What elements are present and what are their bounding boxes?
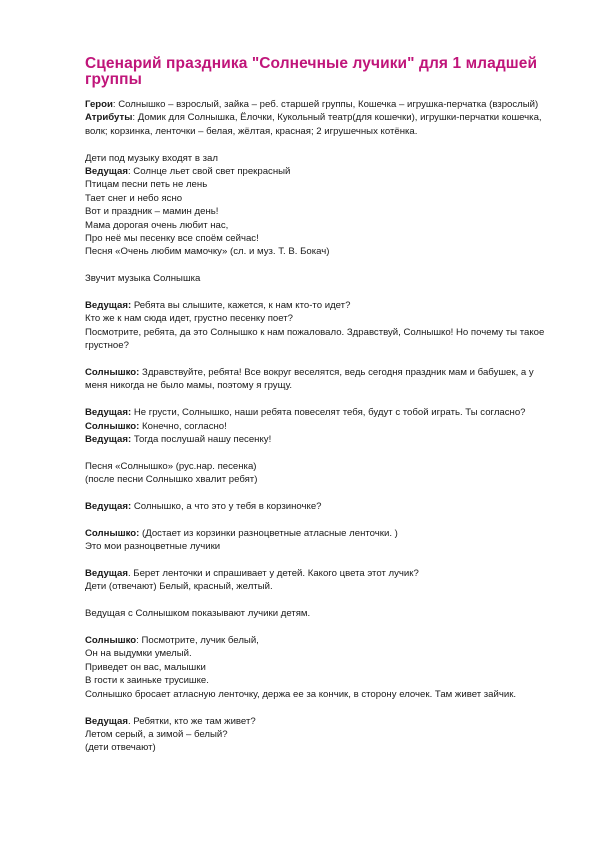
text-line	[85, 272, 555, 285]
blank-line	[85, 138, 555, 151]
line-text: Вот и праздник – мамин день!	[85, 206, 219, 218]
speaker-line	[85, 420, 555, 433]
line-text: Солнышко, а что это у тебя в корзиночке?	[133, 501, 322, 513]
speaker-name: Ведущая	[85, 715, 128, 727]
line-text: Тает снег и небо ясно	[85, 192, 183, 204]
line-text: Звучит музыка Солнышка	[85, 273, 201, 285]
speaker-separator: .	[127, 568, 134, 580]
speaker-line	[85, 299, 555, 312]
speaker-name: Ведущая:	[85, 434, 132, 446]
speaker-line	[85, 527, 555, 540]
speaker-name: Ведущая	[85, 568, 128, 580]
line-text: В гости к заиньке трусишке.	[85, 675, 209, 687]
speaker-separator: .	[127, 715, 134, 727]
line-text: Солнышко бросает атласную ленточку, держа ее за кончик, в сторону елочек. Там живет зайчик.	[85, 688, 517, 700]
blank-line	[85, 554, 555, 567]
blank-line	[85, 286, 555, 299]
speaker-line	[85, 567, 555, 580]
text-line	[85, 674, 555, 687]
text-line	[85, 219, 555, 232]
text-line	[85, 688, 555, 701]
speaker-separator: :	[112, 99, 119, 110]
line-text: (Достает из корзинки разноцветные атласные ленточки. )	[142, 527, 398, 539]
blank-line	[85, 393, 555, 406]
speaker-name: Ведущая:	[85, 501, 132, 513]
speaker-line	[85, 366, 555, 393]
speaker-name: Солнышко:	[85, 367, 140, 379]
text-line	[85, 647, 555, 660]
speaker-name: Солнышко:	[85, 420, 140, 432]
speaker-line	[85, 500, 555, 513]
speaker-line	[85, 634, 555, 647]
line-text: Птицам песни петь не лень	[85, 179, 208, 191]
text-line	[85, 152, 555, 165]
text-line	[85, 580, 555, 593]
line-text: Тогда послушай нашу песенку!	[133, 434, 272, 446]
line-text: Домик для Солнышка, Ёлочки, Кукольный театр(для кошечки), игрушки-перчатки кошечка, волк; корзинка, ленточки – белая, жёлтая, красная; 2 игрушечных котёнка.	[85, 112, 542, 137]
speaker-name: Ведущая:	[85, 407, 132, 419]
speaker-line	[85, 715, 555, 728]
blank-line	[85, 621, 555, 634]
line-text: Приведет он вас, малышки	[85, 661, 206, 673]
line-text: Солнышко – взрослый, зайка – реб. старшей группы, Кошечка – игрушка-перчатка (взрослый)	[118, 99, 539, 110]
line-text: Дети под музыку входят в зал	[85, 152, 218, 164]
speaker-separator: :	[132, 112, 138, 124]
text-line	[85, 192, 555, 205]
text-line	[85, 728, 555, 741]
line-text: Мама дорогая очень любит нас,	[85, 219, 229, 231]
document-page	[85, 56, 555, 755]
speaker-line	[85, 433, 555, 446]
speaker-line	[85, 165, 555, 178]
line-text: Посмотрите, ребята, да это Солнышко к нам пожаловало. Здравствуй, Солнышко! Но почему ты такое грустное?	[85, 326, 545, 352]
text-line	[85, 326, 555, 353]
blank-line	[85, 446, 555, 459]
blank-line	[85, 594, 555, 607]
blank-line	[85, 259, 555, 272]
text-line	[85, 540, 555, 553]
line-text: Не грусти, Солнышко, наши ребята повеселят тебя, будут с тобой играть. Ты согласно?	[133, 407, 526, 419]
text-line	[85, 178, 555, 191]
text-line	[85, 473, 555, 486]
speaker-separator: :	[136, 635, 142, 647]
line-text: Берет ленточки и спрашивает у детей. Какого цвета этот лучик?	[133, 568, 419, 580]
line-text: Это мои разноцветные лучики	[85, 541, 221, 553]
text-line	[85, 312, 555, 325]
text-line	[85, 205, 555, 218]
speaker-name: Ведущая	[85, 166, 128, 178]
speaker-separator: :	[127, 166, 134, 178]
text-line	[85, 460, 555, 473]
line-text: Солнце льет свой свет прекрасный	[133, 166, 291, 178]
line-text: Он на выдумки умелый.	[85, 648, 192, 660]
line-text: Дети (отвечают) Белый, красный, желтый.	[85, 581, 273, 593]
speaker-name: Герои	[85, 99, 113, 110]
speaker-name: Ведущая:	[85, 300, 132, 312]
line-text: Конечно, согласно!	[142, 420, 227, 432]
line-text: Здравствуйте, ребята! Все вокруг веселятся, ведь сегодня праздник мам и бабушек, а у меня никогда не было мамы, поэтому я грущу.	[85, 367, 534, 392]
line-text: Про неё мы песенку все споём сейчас!	[85, 233, 259, 245]
line-text: Посмотрите, лучик белый,	[141, 635, 259, 647]
speaker-name: Атрибуты	[85, 112, 133, 124]
speaker-name: Солнышко	[85, 635, 137, 647]
document-title: Сценарий праздника "Солнечные лучики" для 1 младшей группы	[85, 55, 538, 88]
speaker-line	[85, 111, 555, 138]
text-line	[85, 607, 555, 620]
line-text: Песня «Солнышко» (рус.нар. песенка)	[85, 460, 257, 472]
blank-line	[85, 487, 555, 500]
text-line	[85, 232, 555, 245]
line-text: Ведущая с Солнышком показывают лучики детям.	[85, 608, 311, 620]
line-text: Летом серый, а зимой – белый?	[85, 728, 228, 740]
line-text: Ребятки, кто же там живет?	[133, 715, 256, 727]
blank-line	[85, 353, 555, 366]
line-text: Кто же к нам сюда идет, грустно песенку поет?	[85, 313, 293, 325]
line-text: (после песни Солнышко хвалит ребят)	[85, 474, 258, 486]
line-text: (дети отвечают)	[85, 742, 156, 754]
text-line	[85, 245, 555, 258]
document-body	[85, 98, 555, 755]
line-text: Ребята вы слышите, кажется, к нам кто-то идет?	[133, 300, 351, 312]
text-line	[85, 661, 555, 674]
speaker-line	[85, 406, 555, 419]
text-line	[85, 741, 555, 754]
speaker-line	[85, 98, 555, 111]
blank-line	[85, 513, 555, 526]
line-text: Песня «Очень любим мамочку» (сл. и муз. Т. В. Бокач)	[85, 246, 330, 258]
speaker-name: Солнышко:	[85, 527, 140, 539]
blank-line	[85, 701, 555, 714]
